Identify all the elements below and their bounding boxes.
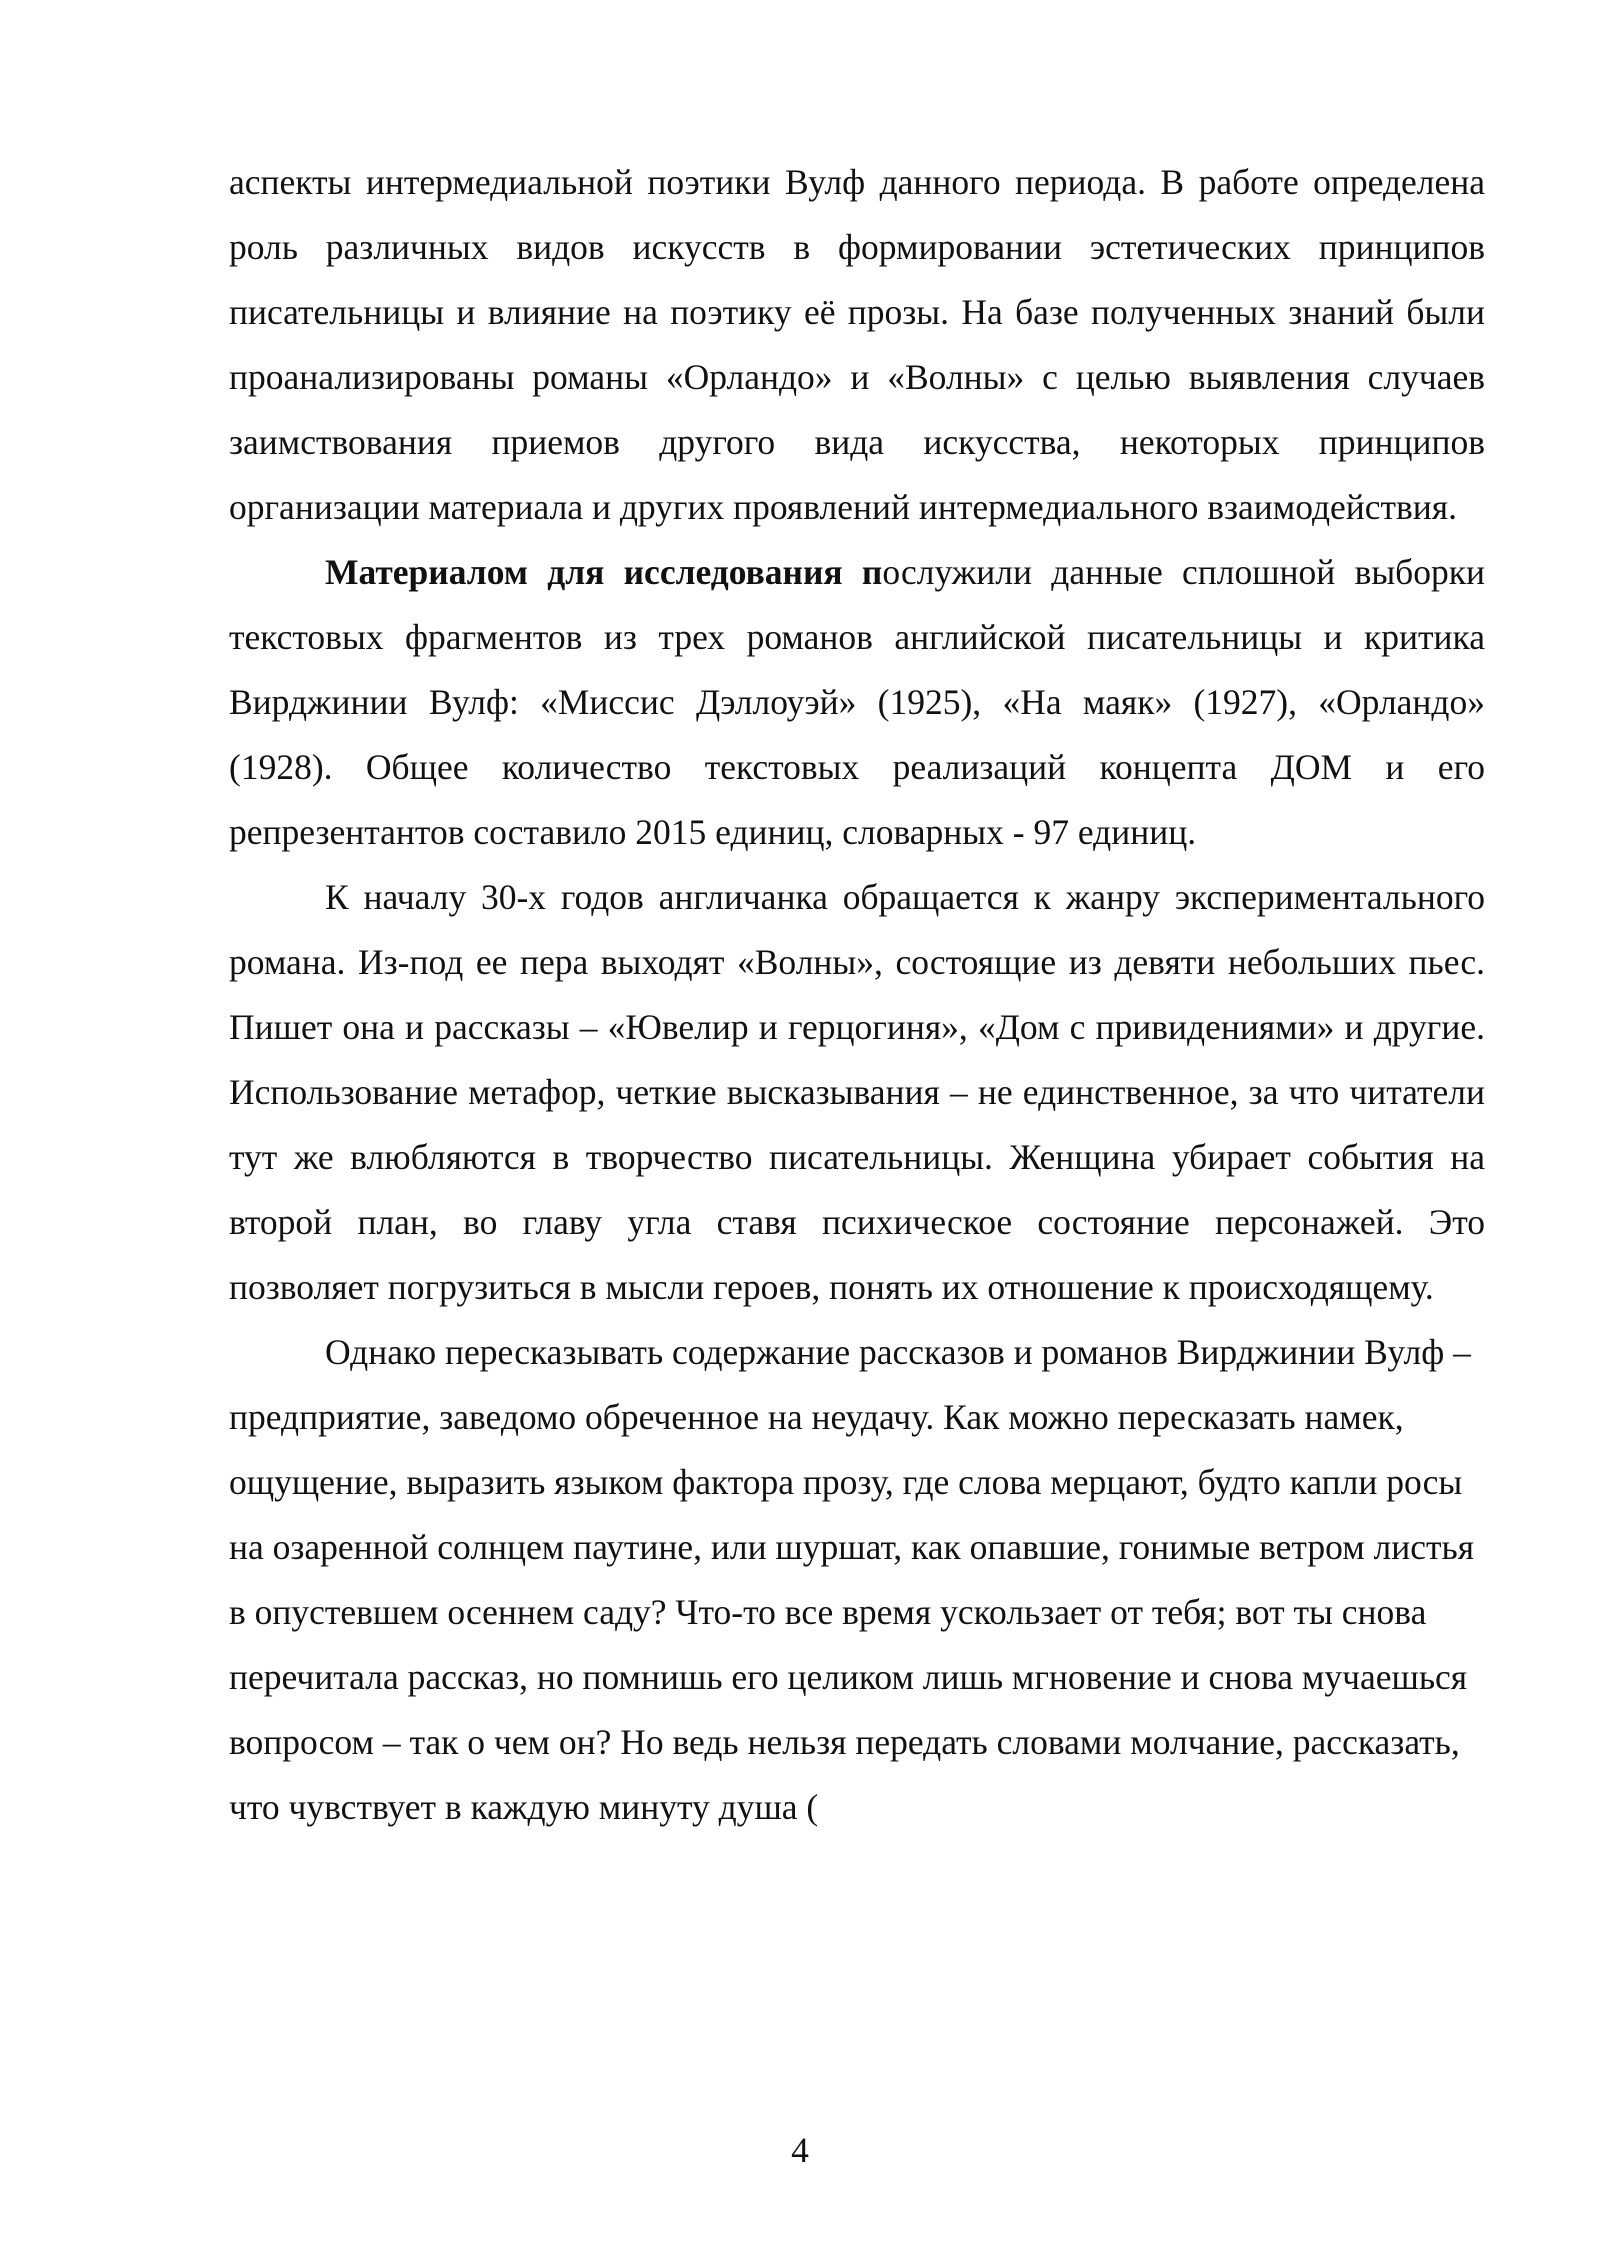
document-body: [229, 150, 1485, 1840]
paragraph-research-material-text: ослужили данные сплошной выборки текстовых фрагментов из трех романов английской писательницы и критика Вирджинии Вулф: «Миссис Дэллоуэй» (1925), «На маяк» (1927), «Орландо» (1928). Общее количество текстовых реализаций концепта ДОМ и его репрезентантов составило 2015 единиц, словарных - 97 единиц.: [229, 552, 1485, 852]
page-number: 4: [791, 2130, 809, 2170]
bold-lead-phrase: Материалом для исследования п: [325, 552, 883, 592]
paragraph-research-material: [229, 540, 1485, 865]
paragraph-experimental-novel: К началу 30-х годов англичанка обращается к жанру экспериментального романа. Из-под ее пера выходят «Волны», состоящие из девяти небольших пьес. Пишет она и рассказы – «Ювелир и герцогиня», «Дом с привидениями» и другие. Использование метафор, четкие высказывания – не единственное, за что читатели тут же влюбляются в творчество писательницы. Женщина убирает события на второй план, во главу угла ставя психическое состояние персонажей. Это позволяет погрузиться в мысли героев, понять их отношение к происходящему.: [229, 877, 1485, 1307]
paragraph-intermedial-aspects: аспекты интермедиальной поэтики Вулф данного периода. В работе определена роль различных видов искусств в формировании эстетических принципов писательницы и влияние на поэтику её прозы. На базе полученных знаний были проанализированы романы «Орландо» и «Волны» с целью выявления случаев заимствования приемов другого вида искусства, некоторых принципов организации материала и других проявлений интермедиального взаимодействия.: [229, 162, 1485, 527]
paragraph-retelling: Однако пересказывать содержание рассказов и романов Вирджинии Вулф – предприятие, заведомо обреченное на неудачу. Как можно пересказать намек, ощущение, выразить языком фактора прозу, где слова мерцают, будто капли росы на озаренной солнцем паутине, или шуршат, как опавшие, гонимые ветром листья в опустевшем осеннем саду? Что-то все время ускользает от тебя; вот ты снова перечитала рассказ, но помнишь его целиком лишь мгновение и снова мучаешься вопросом – так о чем он? Но ведь нельзя передать словами молчание, рассказать, что чувствует в каждую минуту душа (: [229, 1332, 1475, 1827]
